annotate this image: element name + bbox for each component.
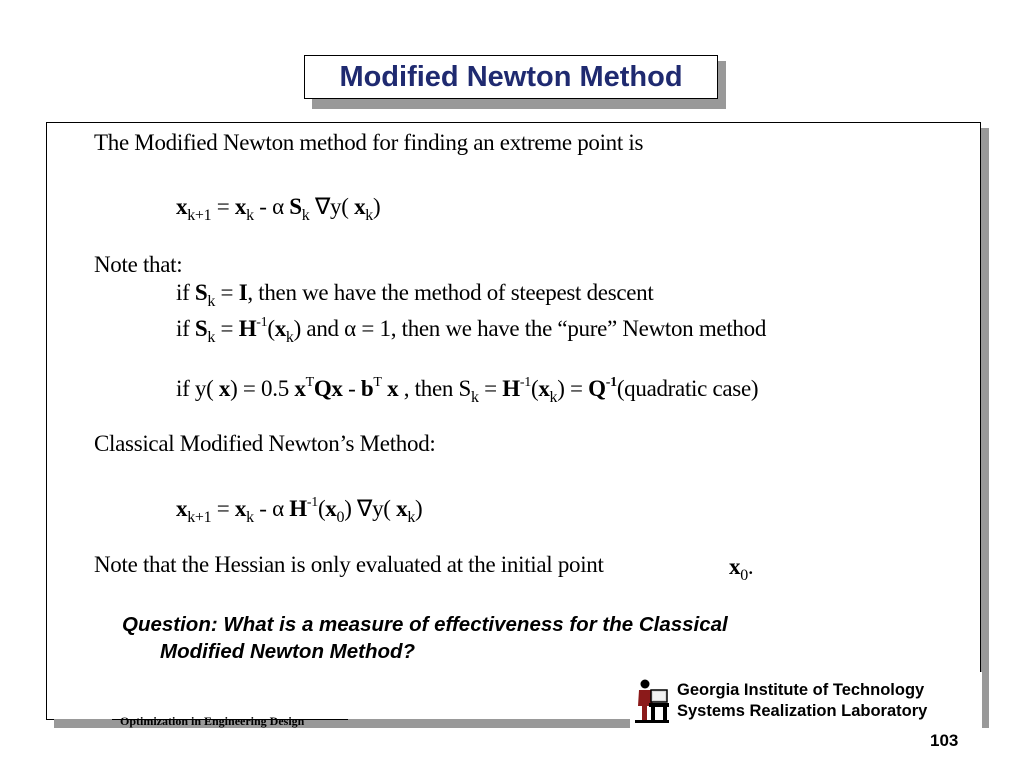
slide-title: Modified Newton Method xyxy=(304,55,718,99)
steepest-descent-line: if $S_k = I$, then we have the method of steepest descent xyxy=(176,280,654,310)
classical-method-heading: Classical Modified Newton’s Method: xyxy=(94,431,436,456)
question-line-2: Modified Newton Method? xyxy=(160,640,416,663)
question-text xyxy=(122,611,912,665)
footer-bar-mid xyxy=(348,719,632,725)
lab-name: Systems Realization Laboratory xyxy=(677,702,928,720)
page-number: 103 xyxy=(930,731,959,750)
question-line-1: Question: What is a measure of effectiveness for the Classical xyxy=(122,613,728,636)
classical-update-equation: $x_{k+1} = x_k - \alpha$ $H^{-1}(x_0)$ ∇y( $x_k$) xyxy=(176,495,423,526)
course-label: Optimization in Engineering Design xyxy=(120,714,305,728)
pure-newton-line: if $S_k = H^{-1}(x_k)$ and α = 1, then we have the “pure” Newton method xyxy=(176,315,767,346)
hessian-note: Note that the Hessian is only evaluated at the initial point xyxy=(94,552,604,577)
update-equation: $x_{k+1} = x_k - \alpha$ $S_k$ ∇y( $x_k$) xyxy=(176,194,381,224)
intro-text: The Modified Newton method for finding an extreme point is xyxy=(94,130,644,155)
hessian-note-x0: $x_0$. xyxy=(729,554,754,584)
note-that-label: Note that: xyxy=(94,252,183,277)
org-name: Georgia Institute of Technology xyxy=(677,681,925,699)
footer-bar-left xyxy=(54,719,112,725)
quadratic-case-line: if y( x) = 0.5 $x^TQx - b^T$ x , then $S_k = H^{-1}(x_k)$ = $Q^{-1}(quadratic$ case) xyxy=(176,375,759,406)
person-at-computer-icon xyxy=(633,676,671,724)
